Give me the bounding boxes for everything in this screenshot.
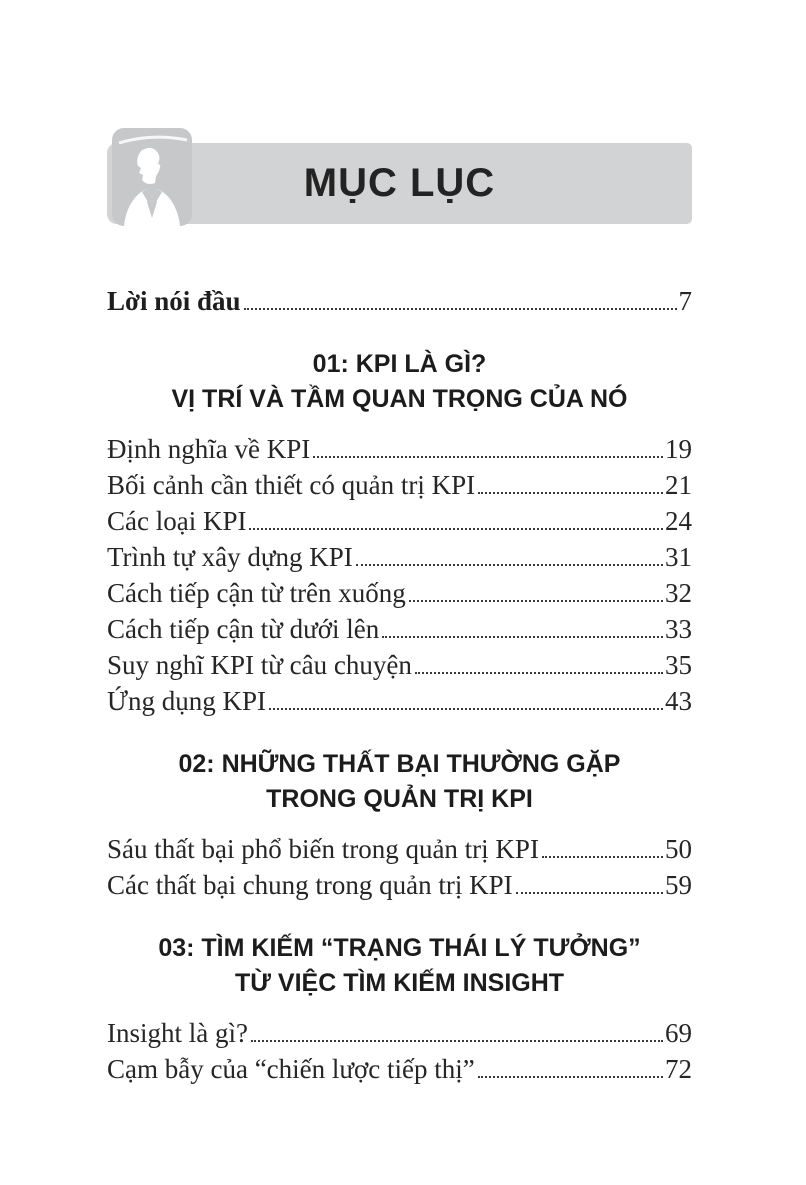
toc-entry-page: 43 — [665, 686, 692, 716]
toc-entry — [107, 281, 692, 317]
toc-entry-label: Lời nói đầu — [107, 286, 241, 316]
dot-leader — [251, 1040, 663, 1042]
section-heading-line: TRONG QUẢN TRỊ KPI — [266, 785, 533, 813]
toc-entry-label: Các thất bại chung trong quản trị KPI — [107, 870, 513, 900]
toc-entry-label: Cách tiếp cận từ trên xuống — [107, 578, 406, 608]
dot-leader — [415, 672, 663, 674]
toc-entry-label: Cách tiếp cận từ dưới lên — [107, 614, 380, 644]
toc-entry-page: 24 — [665, 506, 692, 536]
toc-entry — [107, 537, 692, 573]
toc-entry-label: Bối cảnh cần thiết có quản trị KPI — [107, 470, 476, 500]
toc-entry-label: Cạm bẫy của “chiến lược tiếp thị” — [107, 1054, 475, 1084]
toc-entry-page: 35 — [665, 650, 692, 680]
toc-list — [107, 224, 692, 1085]
toc-entry-page: 69 — [665, 1018, 692, 1048]
section-heading-line: 03: TÌM KIẾM “TRẠNG THÁI LÝ TƯỞNG” — [158, 934, 641, 962]
dot-leader — [382, 636, 663, 638]
section-heading — [107, 747, 692, 817]
toc-entry-page: 33 — [665, 614, 692, 644]
dot-leader — [542, 856, 663, 858]
toc-entry-page: 19 — [665, 434, 692, 464]
dot-leader — [516, 892, 663, 894]
toc-entry-page: 31 — [665, 542, 692, 572]
toc-entry-label: Suy nghĩ KPI từ câu chuyện — [107, 650, 412, 680]
toc-entry-page: 21 — [665, 470, 692, 500]
section-heading-line: TỪ VIỆC TÌM KIẾM INSIGHT — [234, 969, 565, 997]
toc-entry-page: 59 — [665, 870, 692, 900]
toc-entry — [107, 681, 692, 717]
toc-entry — [107, 609, 692, 645]
dot-leader — [313, 456, 663, 458]
toc-entry-label: Insight là gì? — [107, 1018, 248, 1048]
toc-entry — [107, 1049, 692, 1085]
toc-entry-label: Trình tự xây dựng KPI — [107, 542, 353, 572]
toc-entry-page: 7 — [678, 286, 692, 316]
toc-entry — [107, 865, 692, 901]
toc-entry-label: Các loại KPI — [107, 506, 247, 536]
dot-leader — [244, 308, 677, 310]
toc-entry — [107, 465, 692, 501]
section-heading-line: 02: NHỮNG THẤT BẠI THƯỜNG GẶP — [178, 750, 621, 778]
toc-entry-label: Sáu thất bại phổ biến trong quản trị KPI — [107, 834, 539, 864]
toc-header-banner — [107, 143, 692, 224]
section-heading — [107, 931, 692, 1001]
toc-entry-page: 32 — [665, 578, 692, 608]
toc-entry-label: Ứng dụng KPI — [107, 686, 266, 716]
businessman-book-icon-svg — [112, 128, 192, 226]
businessman-book-icon — [112, 128, 192, 226]
section-heading-line: 01: KPI LÀ GÌ? — [312, 350, 487, 378]
dot-leader — [478, 1076, 663, 1078]
toc-entry — [107, 645, 692, 681]
toc-entry-page: 72 — [665, 1054, 692, 1084]
toc-entry-label: Định nghĩa về KPI — [107, 434, 311, 464]
section-heading — [107, 347, 692, 417]
toc-entry — [107, 1013, 692, 1049]
toc-entry — [107, 501, 692, 537]
toc-entry — [107, 573, 692, 609]
toc-entry — [107, 429, 692, 465]
dot-leader — [409, 600, 663, 602]
dot-leader — [356, 564, 663, 566]
page-title: MỤC LỤC — [303, 161, 496, 205]
section-heading-line: VỊ TRÍ VÀ TẦM QUAN TRỌNG CỦA NÓ — [171, 385, 628, 413]
dot-leader — [269, 708, 663, 710]
dot-leader — [478, 492, 663, 494]
toc-entry-page: 50 — [665, 834, 692, 864]
toc-entry — [107, 829, 692, 865]
dot-leader — [249, 528, 663, 530]
